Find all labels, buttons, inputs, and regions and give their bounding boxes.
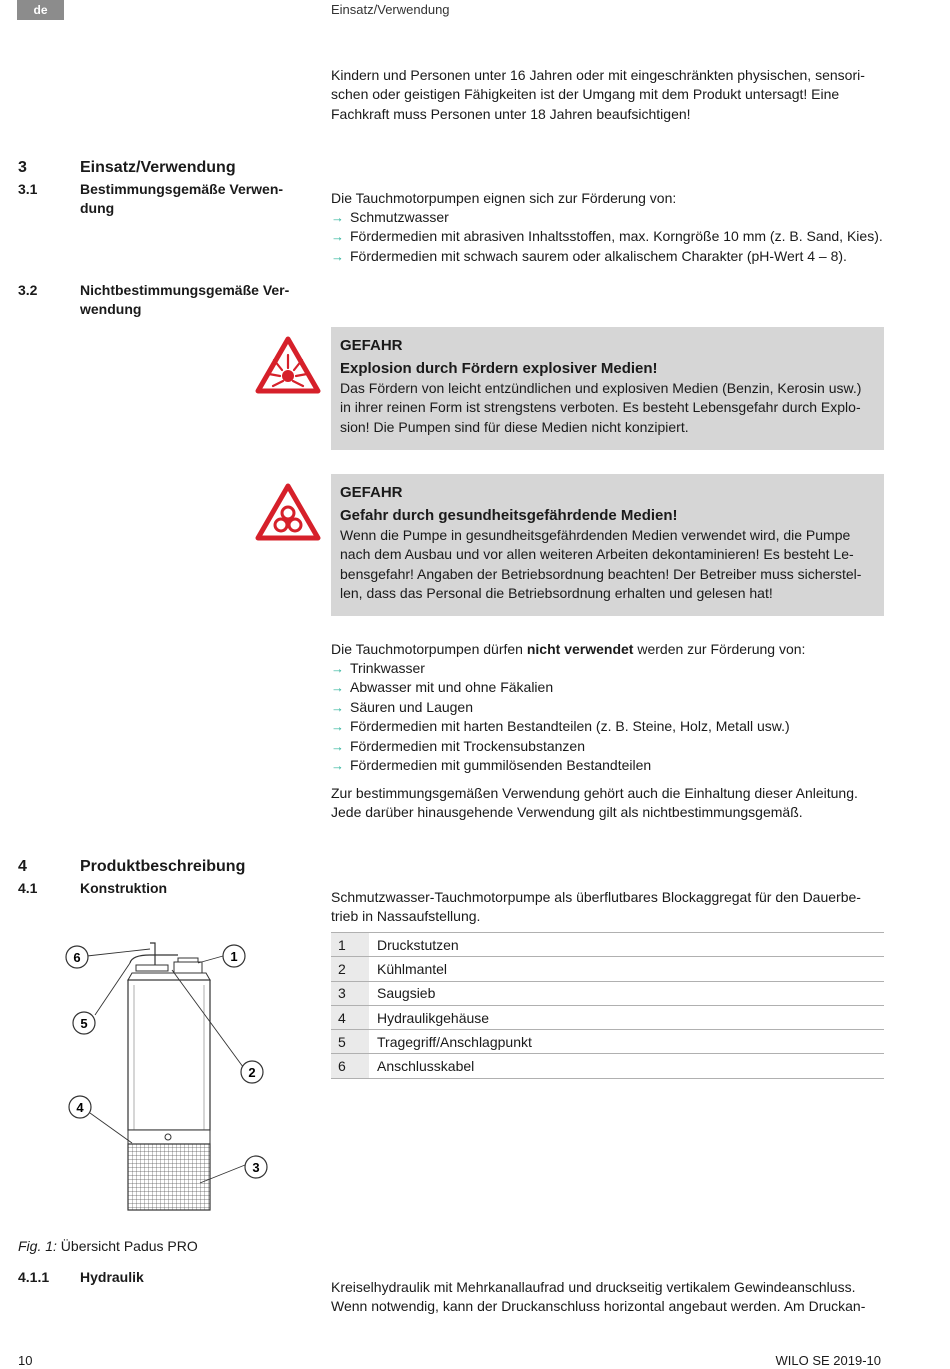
legend-number: 6: [331, 1054, 369, 1078]
warning-line: bensgefahr! Angaben der Betriebsordnung beachten! Der Betreiber muss sicherstel-: [340, 565, 862, 582]
intro-emphasis: nicht verwendet: [526, 641, 634, 657]
table-row: [331, 1054, 884, 1078]
callout: [69, 1096, 91, 1118]
list-item-text: Schmutzwasser: [350, 209, 449, 225]
legend-number: 4: [331, 1005, 369, 1029]
arrow-right-icon: →: [331, 680, 344, 696]
closing-line: Jede darüber hinausgehende Verwendung gilt als nichtbestimmungsgemäß.: [331, 804, 803, 821]
warning-title: Explosion durch Fördern explosiver Medien!: [340, 360, 658, 377]
list-item: [331, 698, 891, 717]
warning-line: len, dass das Personal die Betriebsordnung erhalten und gelesen hat!: [340, 585, 773, 602]
closing-line: Zur bestimmungsgemäßen Verwendung gehört auch die Einhaltung dieser Anleitung.: [331, 785, 858, 801]
description-line: Wenn notwendig, kann der Druckanschluss horizontal angebaut werden. Am Druckan-: [331, 1298, 866, 1315]
warning-line: nach dem Ausbau und vor allen weiteren Arbeiten dekontaminieren! Es besteht Le-: [340, 546, 854, 563]
legend-label: Kühlmantel: [369, 957, 884, 981]
arrow-right-icon: →: [331, 229, 344, 245]
list-item: [331, 659, 891, 678]
table-row: [331, 1005, 884, 1029]
warning-description: [340, 526, 874, 604]
callout: [245, 1156, 267, 1178]
figure-title: Übersicht Padus PRO: [56, 1238, 198, 1254]
legend-table: [331, 932, 884, 1079]
s411-description: [331, 1278, 865, 1317]
biohazard-warning-icon: [255, 483, 321, 541]
callout-label: 1: [230, 949, 238, 964]
title-line: dung: [80, 200, 115, 216]
callout-label: 6: [73, 950, 81, 965]
description-line: trieb in Nassaufstellung.: [331, 908, 481, 925]
arrow-right-icon: →: [331, 738, 344, 754]
section-3-1-title: [80, 180, 283, 218]
section-4-1-title: Konstruktion: [80, 880, 168, 896]
intro-line: Kindern und Personen unter 16 Jahren oder mit eingeschränkten physischen, sensori-: [331, 67, 865, 83]
arrow-right-icon: →: [331, 758, 344, 774]
pump-drawing: [60, 935, 280, 1217]
list-item-text: Fördermedien mit abrasiven Inhaltsstoffen, max. Korngröße 10 mm (z. B. Sand, Kies).: [350, 228, 883, 245]
legend-number: 1: [331, 933, 369, 957]
intro-text: Die Tauchmotorpumpen dürfen: [331, 641, 527, 657]
warning-title: Gefahr durch gesundheitsgefährdende Medien!: [340, 507, 678, 524]
callout-label: 3: [252, 1160, 260, 1175]
s32-closing: [331, 784, 858, 823]
list-item: [331, 756, 891, 775]
signal-word: GEFAHR: [340, 484, 403, 501]
section-4-1-number: 4.1: [18, 880, 38, 896]
section-4-title: Produktbeschreibung: [80, 858, 246, 875]
callout-label: 5: [80, 1016, 88, 1031]
list-item-text: Fördermedien mit gummilösenden Bestandteilen: [350, 757, 652, 774]
legend-label: Anschlusskabel: [369, 1054, 884, 1078]
arrow-right-icon: →: [331, 699, 344, 715]
section-3-1-number: 3.1: [18, 181, 38, 197]
table-row: [331, 981, 884, 1005]
title-line: Nichtbestimmungsgemäße Ver-: [80, 282, 290, 298]
section-3-2-title: [80, 281, 289, 319]
warning-description: [340, 379, 874, 437]
explosive-warning-icon: [255, 336, 321, 394]
section-3-number: 3: [18, 159, 27, 176]
list-item: [331, 247, 891, 266]
figure-label: Fig. 1:: [18, 1238, 57, 1254]
callout: [73, 1012, 95, 1034]
intro-text: werden zur Förderung von:: [633, 641, 806, 657]
legend-label: Hydraulikgehäuse: [369, 1005, 884, 1029]
section-4-number: 4: [18, 858, 27, 875]
list-item-text: Trinkwasser: [350, 660, 425, 676]
list-item-text: Fördermedien mit harten Bestandteilen (z. B. Steine, Holz, Metall usw.): [350, 718, 790, 735]
callout: [66, 946, 88, 968]
table-row: [331, 1030, 884, 1054]
section-4-1-1-number: 4.1.1: [18, 1269, 50, 1285]
warning-box-biohazard: [331, 474, 884, 616]
warning-box-explosive: [331, 327, 884, 450]
title-line: wendung: [80, 301, 142, 317]
list-item: [331, 208, 891, 227]
description-line: Kreiselhydraulik mit Mehrkanallaufrad und druckseitig vertikalem Gewindeanschluss.: [331, 1279, 856, 1295]
signal-word: GEFAHR: [340, 337, 403, 354]
section-3-2-number: 3.2: [18, 282, 38, 298]
arrow-right-icon: →: [331, 248, 344, 264]
s32-intro: [331, 640, 805, 659]
section-3-title: Einsatz/Verwendung: [80, 159, 236, 176]
list-item: [331, 227, 891, 246]
intro-line: schen oder geistigen Fähigkeiten ist der Umgang mit dem Produkt untersagt! Eine: [331, 86, 840, 103]
callout-label: 4: [76, 1100, 84, 1115]
publisher-info: WILO SE 2019-10: [775, 1353, 881, 1368]
legend-label: Saugsieb: [369, 981, 884, 1005]
s41-description: [331, 888, 861, 927]
legend-number: 5: [331, 1030, 369, 1054]
s31-list: [331, 208, 891, 266]
arrow-right-icon: →: [331, 210, 344, 225]
list-item-text: Fördermedien mit Trockensubstanzen: [350, 737, 585, 754]
table-row: [331, 933, 884, 957]
warning-line: Das Fördern von leicht entzündlichen und explosiven Medien (Benzin, Kerosin usw.): [340, 380, 862, 396]
list-item: [331, 678, 891, 697]
language-badge: de: [17, 0, 64, 20]
table-row: [331, 957, 884, 981]
intro-paragraph: [331, 66, 891, 124]
list-item-text: Abwasser mit und ohne Fäkalien: [350, 679, 554, 696]
callout-label: 2: [248, 1065, 256, 1080]
running-title: Einsatz/Verwendung: [331, 2, 450, 17]
list-item-text: Fördermedien mit schwach saurem oder alkalischem Charakter (pH-Wert 4 – 8).: [350, 247, 847, 264]
list-item: [331, 737, 891, 756]
title-line: Bestimmungsgemäße Verwen-: [80, 181, 284, 197]
warning-line: in ihrer reinen Form ist strengstens verboten. Es besteht Lebensgefahr durch Explo-: [340, 399, 861, 416]
intro-line: Fachkraft muss Personen unter 18 Jahren beaufsichtigen!: [331, 105, 691, 122]
warning-line: Wenn die Pumpe in gesundheitsgefährdenden Medien verwendet wird, die Pumpe: [340, 527, 851, 543]
legend-number: 2: [331, 957, 369, 981]
list-item: [331, 717, 891, 736]
warning-line: sion! Die Pumpen sind für diese Medien nicht konzipiert.: [340, 418, 689, 435]
s32-list: [331, 659, 891, 775]
s31-intro: Die Tauchmotorpumpen eignen sich zur Förderung von:: [331, 190, 677, 206]
legend-label: Tragegriff/Anschlagpunkt: [369, 1030, 884, 1054]
legend-label: Druckstutzen: [369, 933, 884, 957]
list-item-text: Säuren und Laugen: [350, 698, 473, 715]
legend-number: 3: [331, 981, 369, 1005]
arrow-right-icon: →: [331, 661, 344, 676]
figure-caption: [18, 1238, 198, 1254]
arrow-right-icon: →: [331, 719, 344, 735]
description-line: Schmutzwasser-Tauchmotorpumpe als überflutbares Blockaggregat für den Dauerbe-: [331, 889, 861, 905]
pump-figure: [60, 935, 280, 1217]
callout: [241, 1061, 263, 1083]
callout: [223, 945, 245, 967]
page-number: 10: [18, 1353, 33, 1368]
section-4-1-1-title: Hydraulik: [80, 1269, 144, 1285]
